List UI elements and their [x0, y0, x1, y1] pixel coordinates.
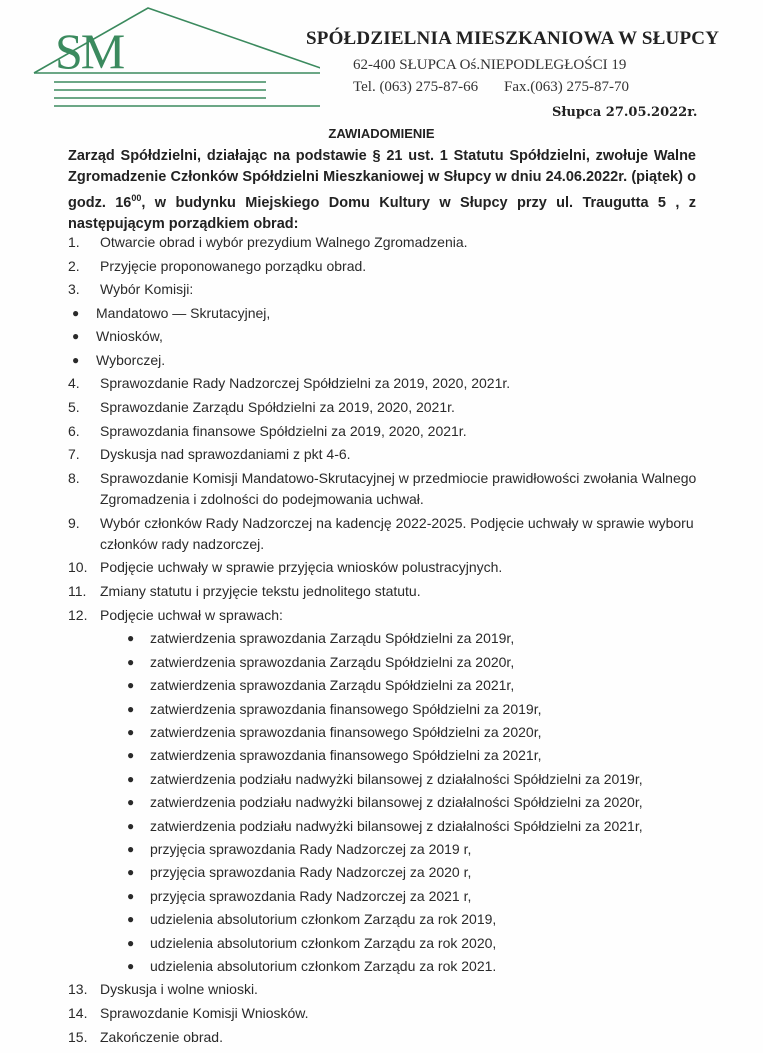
- agenda-item: [68, 557, 718, 578]
- agenda-item-text: Wybór członków Rady Nadzorczej na kadencję 2022-2025. Podjęcie uchwały w sprawie wyboru członków rady nadzorczej.: [100, 514, 694, 552]
- agenda-item-number: 15.: [68, 1028, 88, 1045]
- sublist-item-text: zatwierdzenia sprawozdania Zarządu Spółdzielni za 2021r,: [150, 677, 515, 694]
- sublist-item-text: zatwierdzenia podziału nadwyżki bilansowej z działalności Spółdzielni za 2020r,: [150, 794, 643, 811]
- bullet-icon: ●: [127, 724, 135, 739]
- agenda-item-text: Podjęcie uchwał w sprawach:: [100, 606, 283, 623]
- sublist-item: [68, 628, 718, 649]
- organization-phone: Tel. (063) 275-87-66: [353, 79, 479, 95]
- agenda-item-text: Zmiany statutu i przyjęcie tekstu jednolitego statutu.: [100, 583, 421, 600]
- agenda-item: [68, 232, 718, 253]
- sublist-item-text: przyjęcia sprawozdania Rady Nadzorczej za 2020 r,: [150, 864, 472, 881]
- agenda-item: [68, 421, 718, 442]
- sublist-item: [68, 956, 718, 977]
- agenda-item: [68, 373, 718, 394]
- agenda-item-text: Wybór Komisji:: [100, 281, 194, 298]
- sublist-item: [68, 652, 718, 673]
- organization-address: 62-400 SŁUPCA Oś.NIEPODLEGŁOŚCI 19: [353, 57, 627, 73]
- agenda-item: [68, 397, 718, 418]
- agenda-item: [68, 979, 718, 1000]
- intro-text-1: Zarząd Spółdzielni, działając na podstawie § 21 ust. 1 Statutu Spółdzielni, zwołuje Walne Zgromadzenie Członków Spółdzielni Mieszkaniowej w Słupcy w dniu 24.06.2022r. (piątek) o godz. 16: [68, 148, 696, 211]
- commission-sublist: [68, 303, 718, 371]
- agenda-item-number: 2.: [68, 257, 80, 274]
- intro-superscript: 00: [131, 193, 142, 203]
- logo-text: SM: [55, 23, 124, 79]
- bullet-icon: ●: [127, 912, 135, 927]
- agenda-item-number: 8.: [68, 469, 80, 486]
- sublist-item: [68, 722, 718, 743]
- agenda-list: [68, 232, 718, 1050]
- sublist-item-text: zatwierdzenia podziału nadwyżki bilansowej z działalności Spółdzielni za 2019r,: [150, 770, 643, 787]
- sublist-item: [68, 745, 718, 766]
- sublist-item-text: zatwierdzenia sprawozdania Zarządu Spółdzielni za 2020r,: [150, 653, 515, 670]
- sublist-item: [68, 862, 718, 883]
- agenda-item-text: Przyjęcie proponowanego porządku obrad.: [100, 257, 367, 274]
- sublist-item-text: udzielenia absolutorium członkom Zarządu za rok 2021.: [150, 957, 497, 974]
- bullet-icon: ●: [72, 329, 80, 344]
- agenda-item-number: 9.: [68, 514, 80, 531]
- bullet-icon: ●: [127, 631, 135, 646]
- sublist-item-text: zatwierdzenia sprawozdania finansowego Spółdzielni za 2019r,: [150, 700, 542, 717]
- document-date: Słupca 27.05.2022r.: [552, 105, 698, 120]
- agenda-item: [68, 1003, 718, 1024]
- bullet-icon: ●: [127, 795, 135, 810]
- sublist-item-text: zatwierdzenia sprawozdania finansowego Spółdzielni za 2020r,: [150, 723, 542, 740]
- sublist-item: [68, 839, 718, 860]
- agenda-item: [68, 256, 718, 277]
- agenda-item: [68, 468, 718, 510]
- sublist-item: [68, 699, 718, 720]
- bullet-icon: ●: [127, 841, 135, 856]
- sublist-item: [68, 886, 718, 907]
- bullet-icon: ●: [127, 654, 135, 669]
- sublist-item-text: Wyborczej.: [96, 351, 166, 368]
- agenda-item: [68, 605, 718, 626]
- sublist-item: [68, 792, 718, 813]
- agenda-item-number: 12.: [68, 606, 88, 623]
- agenda-item-number: 11.: [68, 583, 87, 600]
- bullet-icon: ●: [127, 701, 135, 716]
- agenda-item: [68, 444, 718, 465]
- bullet-icon: ●: [127, 818, 135, 833]
- sublist-item-text: przyjęcia sprawozdania Rady Nadzorczej za 2019 r,: [150, 840, 472, 857]
- bullet-icon: ●: [127, 678, 135, 693]
- sublist-item-text: przyjęcia sprawozdania Rady Nadzorczej za 2021 r,: [150, 887, 472, 904]
- sublist-item: [68, 326, 718, 347]
- agenda-item-text: Dyskusja nad sprawozdaniami z pkt 4-6.: [100, 446, 351, 463]
- sublist-item-text: zatwierdzenia sprawozdania finansowego Spółdzielni za 2021r,: [150, 747, 542, 764]
- agenda-item-number: 5.: [68, 398, 80, 415]
- sublist-item: [68, 350, 718, 371]
- sublist-item-text: udzielenia absolutorium członkom Zarządu za rok 2019,: [150, 911, 497, 928]
- bullet-icon: ●: [127, 935, 135, 950]
- bullet-icon: ●: [127, 748, 135, 763]
- agenda-item-text: Dyskusja i wolne wnioski.: [100, 981, 258, 998]
- agenda-item-text: Sprawozdanie Rady Nadzorczej Spółdzielni za 2019, 2020, 2021r.: [100, 375, 511, 392]
- sublist-item-text: zatwierdzenia sprawozdania Zarządu Spółdzielni za 2019r,: [150, 630, 515, 647]
- sublist-item: [68, 675, 718, 696]
- agenda-item: [68, 279, 718, 300]
- sublist-item-text: Mandatowo — Skrutacyjnej,: [96, 305, 271, 322]
- bullet-icon: ●: [72, 306, 80, 321]
- agenda-item-number: 3.: [68, 281, 80, 298]
- bullet-icon: ●: [72, 352, 80, 367]
- agenda-item-number: 4.: [68, 375, 80, 392]
- bullet-icon: ●: [127, 888, 135, 903]
- sublist-item: [68, 816, 718, 837]
- agenda-item-text: Sprawozdanie Komisji Mandatowo-Skrutacyjnej w przedmiocie prawidłowości zwołania Walnego Zgromadzenia i zdolności do podejmowania uchwał.: [100, 469, 697, 507]
- agenda-item-text: Zakończenie obrad.: [100, 1028, 223, 1045]
- agenda-item-number: 10.: [68, 559, 88, 576]
- bullet-icon: ●: [127, 865, 135, 880]
- agenda-item-number: 1.: [68, 234, 80, 250]
- sublist-item: [68, 303, 718, 324]
- sublist-item-text: zatwierdzenia podziału nadwyżki bilansowej z działalności Spółdzielni za 2021r,: [150, 817, 643, 834]
- agenda-item-text: Sprawozdanie Zarządu Spółdzielni za 2019, 2020, 2021r.: [100, 398, 455, 415]
- organization-fax: Fax.(063) 275-87-70: [504, 79, 629, 95]
- agenda-item-number: 6.: [68, 422, 80, 439]
- agenda-item-text: Podjęcie uchwały w sprawie przyjęcia wniosków polustracyjnych.: [100, 559, 503, 576]
- bullet-icon: ●: [127, 771, 135, 786]
- sublist-item: [68, 909, 718, 930]
- agenda-item: [68, 513, 718, 555]
- sublist-item-text: udzielenia absolutorium członkom Zarządu za rok 2020,: [150, 934, 497, 951]
- document-title: ZAWIADOMIENIE: [328, 126, 435, 141]
- agenda-item-text: Sprawozdania finansowe Spółdzielni za 2019, 2020, 2021r.: [100, 422, 467, 439]
- agenda-item: [68, 1027, 718, 1048]
- agenda-item-number: 7.: [68, 446, 80, 463]
- agenda-item-text: Otwarcie obrad i wybór prezydium Walnego Zgromadzenia.: [100, 234, 468, 250]
- agenda-item-number: 13.: [68, 981, 88, 998]
- bullet-icon: ●: [127, 958, 135, 973]
- sublist-item: [68, 769, 718, 790]
- agenda-item: [68, 581, 718, 602]
- agenda-item-number: 14.: [68, 1004, 88, 1021]
- organization-name: SPÓŁDZIELNIA MIESZKANIOWA W SŁUPCY: [306, 28, 720, 49]
- sublist-item: [68, 933, 718, 954]
- agenda-item-text: Sprawozdanie Komisji Wniosków.: [100, 1004, 309, 1021]
- sublist-item-text: Wniosków,: [96, 328, 163, 345]
- intro-paragraph: [68, 146, 696, 235]
- intro-text-2: , w budynku Miejskiego Domu Kultury w Słupcy przy ul. Traugutta 5 , z następującym porządkiem obrad:: [68, 194, 696, 232]
- resolutions-sublist: [68, 628, 718, 976]
